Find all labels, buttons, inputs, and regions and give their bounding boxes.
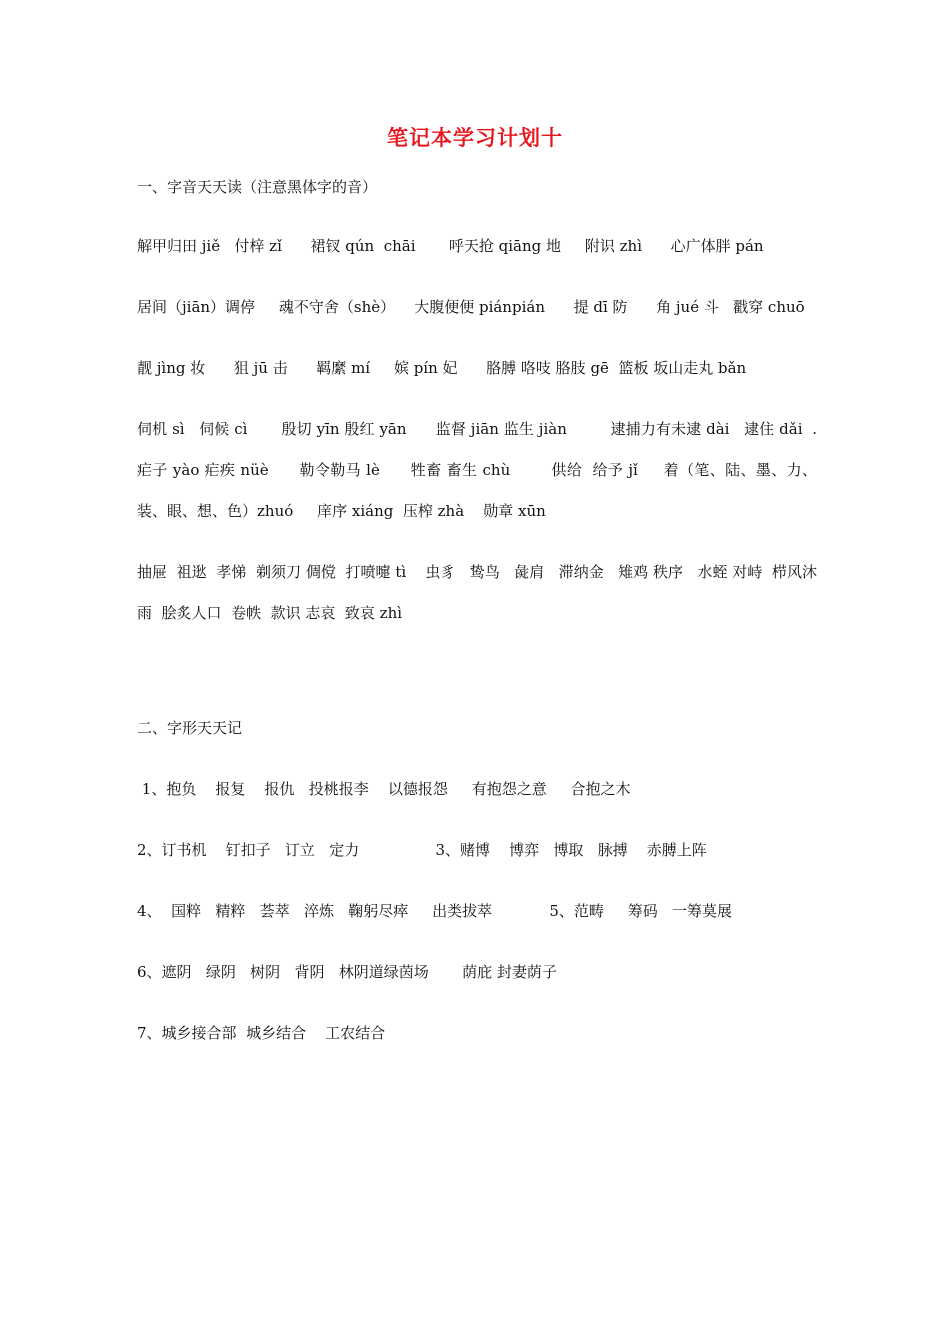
section-1-paragraph-1: 解甲归田 jiě 付梓 zǐ 裙钗 qún chāi 呼天抢 qiāng 地 附识 zhì 心广体胖 pán: [137, 237, 764, 255]
section-2-heading: 二、字形天天记: [137, 719, 243, 737]
document-body: [137, 176, 822, 1054]
page-title: 笔记本学习计划十: [387, 125, 563, 150]
section-2-paragraph-1: 1、抱负 报复 报仇 投桃报李 以德报怨 有抱怨之意 合抱之木: [137, 780, 631, 798]
section-2-paragraph-3: 4、 国粹 精粹 荟萃 淬炼 鞠躬尽瘁 出类拔萃 5、范畴 筹码 一筹莫展: [137, 902, 733, 920]
section-2-paragraph-2: 2、订书机 钉扣子 订立 定力 3、赌博 博弈 博取 脉搏 赤膊上阵: [137, 841, 707, 859]
section-1-paragraph-3: 靓 jìng 妆 狙 jū 击 羁縻 mí 嫔 pín 妃 胳膊 咯吱 胳肢 gē 篮板 坂山走丸 bǎn: [137, 359, 747, 377]
section-2-paragraph-4: 6、遮阴 绿阴 树阴 背阴 林阴道绿茵场 荫庇 封妻荫子: [137, 963, 557, 981]
section-1-heading: 一、字音天天读（注意黑体字的音）: [137, 178, 378, 196]
section-1-paragraph-4: 伺机 sì 伺候 cì 殷切 yīn 殷红 yān 监督 jiān 监生 jiàn 逮捕力有未逮 dài 逮住 dǎi . 疟子 yào 疟疾 nüè 勒令勒马 lè 牲畜 畜生 chù 供给 给予 jǐ 着（笔、陆、墨、力、装、眼、想、色）zhuó 庠序 xiáng 压榨 zhà 勋章 xūn: [137, 420, 822, 520]
section-1-paragraph-5: 抽屉 祖逖 孝悌 剃须刀 倜傥 打喷嚏 tì 虫豸 鸷鸟 彘肩 滞纳金 雉鸡 秩序 水蛭 对峙 栉风沐雨 脍炙人口 卷帙 款识 志哀 致哀 zhì: [137, 563, 817, 622]
section-2-paragraph-5: 7、城乡接合部 城乡结合 工农结合: [137, 1024, 386, 1042]
section-1-paragraph-2: 居间（jiān）调停 魂不守舍（shè） 大腹便便 piánpián 提 dī 防 角 jué 斗 戳穿 chuō: [137, 298, 805, 316]
